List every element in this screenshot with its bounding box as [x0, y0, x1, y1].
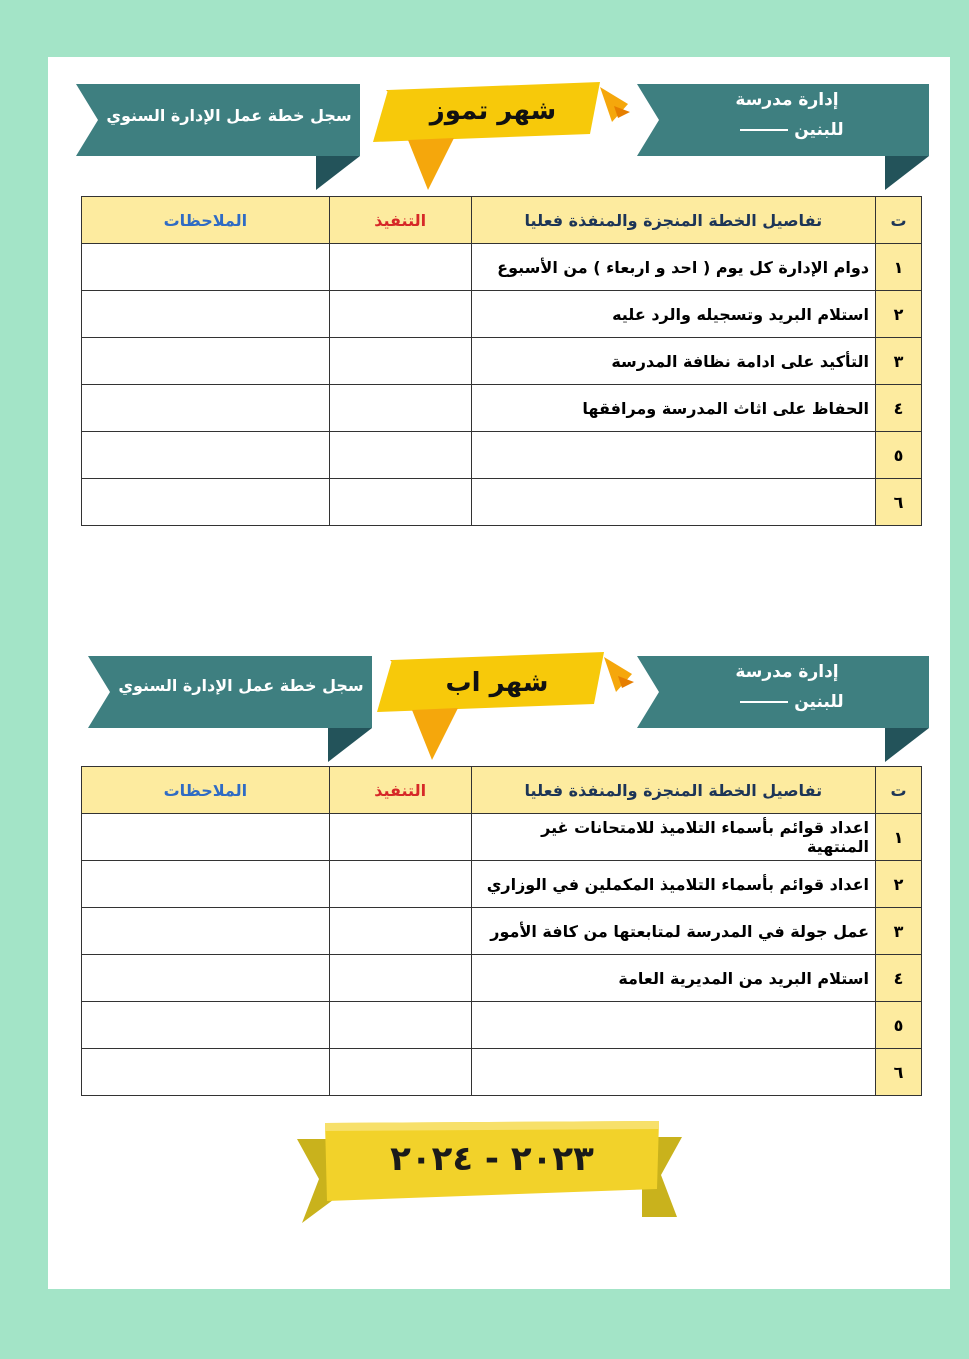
plan-table-august — [81, 766, 922, 1096]
record-title-banner — [76, 84, 360, 190]
row-number: ٤ — [876, 955, 922, 1002]
school-banner — [637, 656, 929, 762]
row-number: ٥ — [876, 1002, 922, 1049]
row-execution — [329, 814, 471, 861]
record-title-banner — [88, 656, 372, 762]
header-notes: الملاحظات — [82, 767, 330, 814]
row-details: دوام الإدارة كل يوم ( احد و اربعاء ) من الأسبوع — [471, 244, 875, 291]
row-notes — [82, 1049, 330, 1096]
row-execution — [329, 1049, 471, 1096]
table-row — [82, 432, 922, 479]
row-notes — [82, 908, 330, 955]
row-number: ٤ — [876, 385, 922, 432]
row-execution — [329, 338, 471, 385]
row-notes — [82, 861, 330, 908]
header-notes: الملاحظات — [82, 197, 330, 244]
table-row — [82, 814, 922, 861]
school-name-line2: للبنين — [707, 692, 877, 712]
table-row — [82, 1049, 922, 1096]
record-title: سجل خطة عمل الإدارة السنوي — [118, 676, 364, 695]
row-number: ٦ — [876, 479, 922, 526]
record-title: سجل خطة عمل الإدارة السنوي — [106, 106, 352, 125]
school-name-line1: إدارة مدرسة — [735, 662, 839, 682]
record-banner-shape — [76, 84, 360, 190]
header-execution: التنفيذ — [329, 197, 471, 244]
row-details — [471, 479, 875, 526]
row-number: ٢ — [876, 861, 922, 908]
plan-table-july — [81, 196, 922, 526]
row-details: الحفاظ على اثاث المدرسة ومرافقها — [471, 385, 875, 432]
row-number: ٣ — [876, 338, 922, 385]
row-execution — [329, 385, 471, 432]
school-banner — [637, 84, 929, 190]
row-execution — [329, 244, 471, 291]
month-ribbon — [368, 82, 636, 192]
row-details — [471, 1002, 875, 1049]
row-notes — [82, 432, 330, 479]
table-header-row — [82, 197, 922, 244]
table-row — [82, 479, 922, 526]
row-number: ١ — [876, 814, 922, 861]
school-name-line1: إدارة مدرسة — [735, 90, 839, 110]
row-number: ٥ — [876, 432, 922, 479]
row-number: ٢ — [876, 291, 922, 338]
row-execution — [329, 908, 471, 955]
row-notes — [82, 1002, 330, 1049]
row-details — [471, 1049, 875, 1096]
table-row — [82, 244, 922, 291]
row-notes — [82, 291, 330, 338]
header-details: تفاصيل الخطة المنجزة والمنفذة فعليا — [471, 197, 875, 244]
row-details: استلام البريد وتسجيله والرد عليه — [471, 291, 875, 338]
table-row — [82, 291, 922, 338]
record-banner-shape — [88, 656, 372, 762]
table-row — [82, 861, 922, 908]
table-header-row — [82, 767, 922, 814]
row-notes — [82, 385, 330, 432]
row-execution — [329, 479, 471, 526]
header-execution: التنفيذ — [329, 767, 471, 814]
table-row — [82, 955, 922, 1002]
month-title: شهر اب — [445, 668, 549, 698]
table-row — [82, 1002, 922, 1049]
school-name-line2: للبنين — [707, 120, 877, 140]
table-row — [82, 338, 922, 385]
row-details: اعداد قوائم بأسماء التلاميذ للامتحانات غير المنتهية — [471, 814, 875, 861]
month-ribbon — [372, 652, 640, 762]
row-details: عمل جولة في المدرسة لمتابعتها من كافة الأمور — [471, 908, 875, 955]
row-notes — [82, 814, 330, 861]
year-ribbon — [297, 1117, 682, 1227]
row-notes — [82, 955, 330, 1002]
row-execution — [329, 955, 471, 1002]
row-details — [471, 432, 875, 479]
row-execution — [329, 1002, 471, 1049]
row-notes — [82, 479, 330, 526]
row-execution — [329, 432, 471, 479]
row-number: ١ — [876, 244, 922, 291]
row-execution — [329, 291, 471, 338]
row-number: ٣ — [876, 908, 922, 955]
row-notes — [82, 244, 330, 291]
row-notes — [82, 338, 330, 385]
header-details: تفاصيل الخطة المنجزة والمنفذة فعليا — [471, 767, 875, 814]
row-details: استلام البريد من المديرية العامة — [471, 955, 875, 1002]
table-row — [82, 908, 922, 955]
row-execution — [329, 861, 471, 908]
row-number: ٦ — [876, 1049, 922, 1096]
table-row — [82, 385, 922, 432]
academic-year: ٢٠٢٣ - ٢٠٢٤ — [390, 1139, 594, 1179]
header-num: ت — [876, 197, 922, 244]
header-num: ت — [876, 767, 922, 814]
row-details: التأكيد على ادامة نظافة المدرسة — [471, 338, 875, 385]
month-title: شهر تموز — [429, 96, 557, 126]
row-details: اعداد قوائم بأسماء التلاميذ المكملين في الوزاري — [471, 861, 875, 908]
